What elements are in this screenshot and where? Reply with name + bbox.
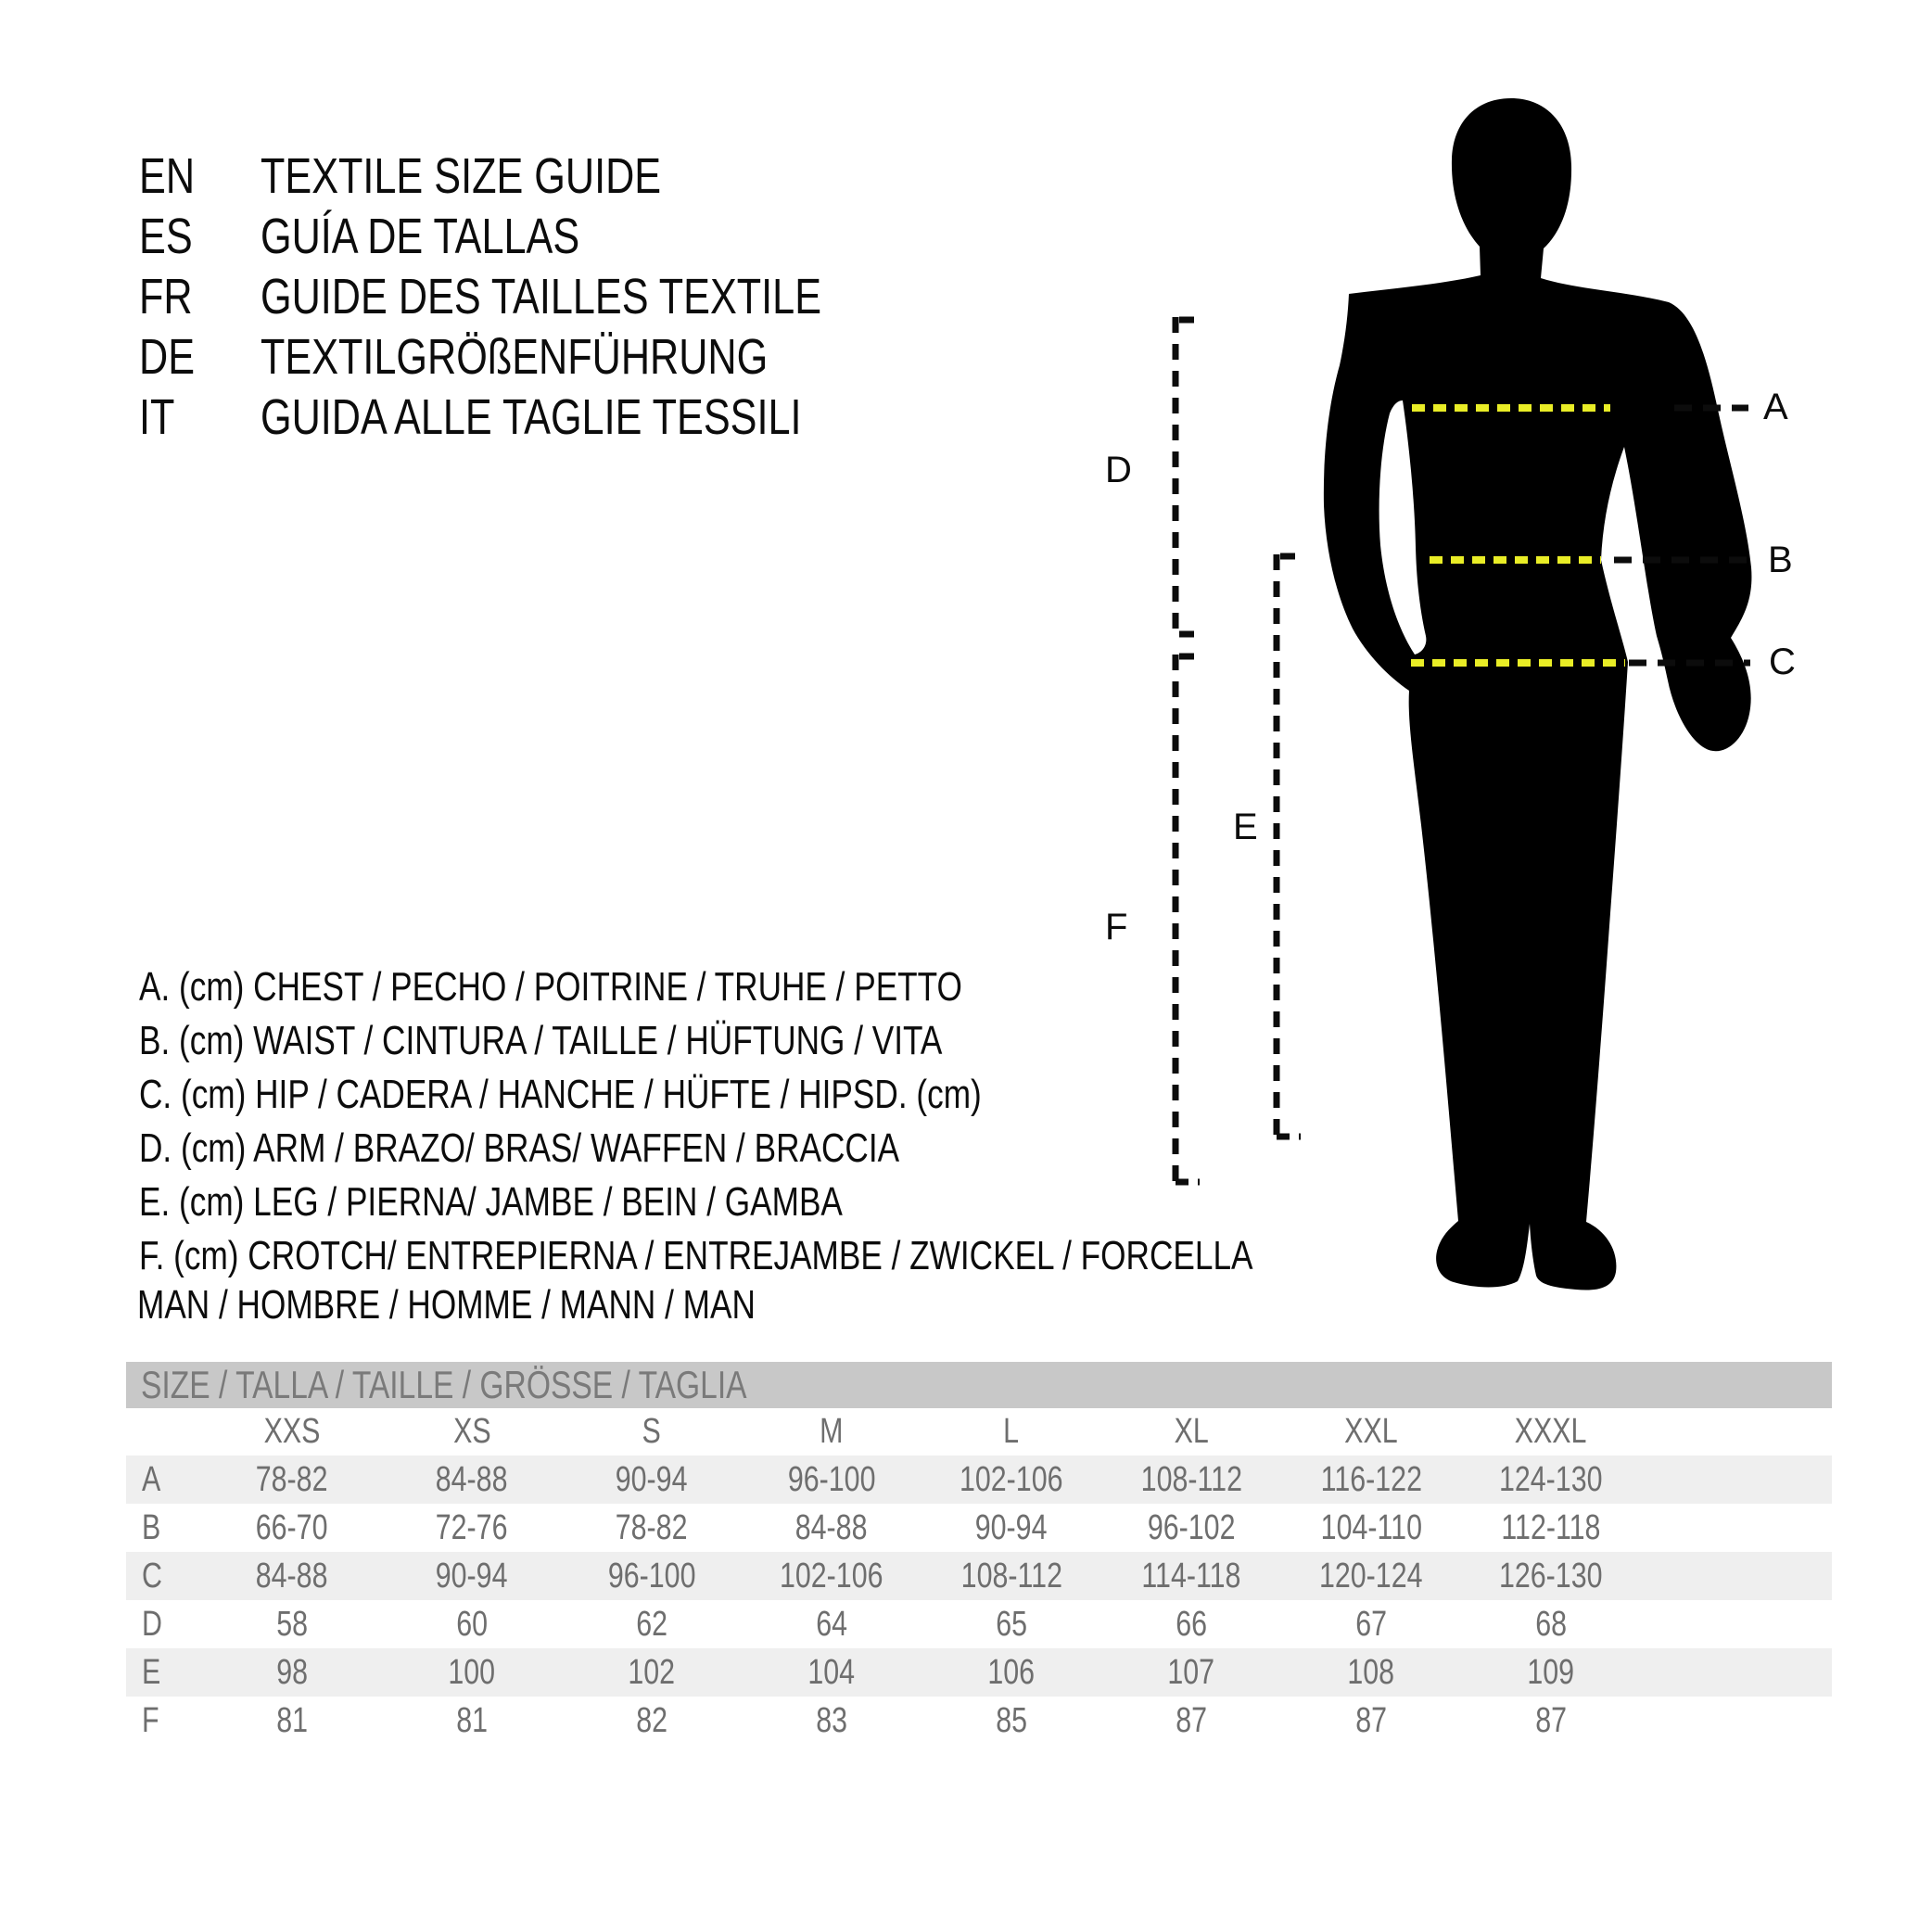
page-title-en: TEXTILE SIZE GUIDE <box>261 148 662 204</box>
cell-d-xxl: 67 <box>1355 1604 1387 1644</box>
cell-e-xl: 107 <box>1167 1652 1215 1692</box>
label-leg-e: E <box>1233 807 1258 847</box>
size-column-header-row <box>126 1408 1832 1455</box>
cell-c-l: 108-112 <box>960 1556 1062 1595</box>
label-hip-c: C <box>1769 642 1796 682</box>
col-header-xl: XL <box>1174 1412 1209 1451</box>
cell-b-xxl: 104-110 <box>1320 1507 1422 1547</box>
row-label-f: F <box>142 1700 159 1740</box>
cell-e-xxs: 98 <box>276 1652 308 1692</box>
col-header-xxxl: XXXL <box>1515 1412 1587 1451</box>
row-label-a: A <box>142 1459 161 1499</box>
cell-a-xxxl: 124-130 <box>1499 1459 1603 1499</box>
cell-b-xl: 96-102 <box>1147 1507 1236 1547</box>
cell-b-xs: 72-76 <box>436 1507 508 1547</box>
cell-e-xxxl: 109 <box>1527 1652 1575 1692</box>
cell-e-xxl: 108 <box>1347 1652 1395 1692</box>
cell-f-xs: 81 <box>456 1700 488 1740</box>
cell-f-m: 83 <box>816 1700 847 1740</box>
cell-b-xxxl: 112-118 <box>1501 1507 1601 1547</box>
category-line <box>137 1282 910 1328</box>
cell-f-s: 82 <box>636 1700 667 1740</box>
cell-f-xxl: 87 <box>1355 1700 1387 1740</box>
page-title-es: GUÍA DE TALLAS <box>261 209 580 264</box>
cell-b-xxs: 66-70 <box>256 1507 328 1547</box>
cell-c-xxxl: 126-130 <box>1499 1556 1603 1595</box>
size-table-header-bar <box>126 1362 1832 1408</box>
cell-c-xs: 90-94 <box>436 1556 508 1595</box>
size-table <box>126 1362 1832 1745</box>
col-header-l: L <box>1003 1412 1020 1451</box>
cell-d-xxxl: 68 <box>1535 1604 1567 1644</box>
cell-a-xl: 108-112 <box>1140 1459 1242 1499</box>
row-label-e: E <box>142 1652 161 1692</box>
page-title-de: TEXTILGRÖßENFÜHRUNG <box>261 329 769 385</box>
legend-waist: B. (cm) WAIST / CINTURA / TAILLE / HÜFTUNG / VITA <box>139 1018 943 1063</box>
language-code-en: EN <box>139 148 196 204</box>
cell-c-s: 96-100 <box>607 1556 696 1595</box>
cell-b-l: 90-94 <box>975 1507 1048 1547</box>
legend-hip: C. (cm) HIP / CADERA / HANCHE / HÜFTE / HIPSD. (cm) <box>139 1072 982 1117</box>
cell-f-xxs: 81 <box>276 1700 308 1740</box>
col-header-xs: XS <box>452 1412 491 1451</box>
cell-b-m: 84-88 <box>795 1507 868 1547</box>
cell-a-xxs: 78-82 <box>256 1459 328 1499</box>
cell-d-m: 64 <box>816 1604 847 1644</box>
legend-arm: D. (cm) ARM / BRAZO/ BRAS/ WAFFEN / BRACCIA <box>139 1125 900 1171</box>
cell-a-xs: 84-88 <box>436 1459 508 1499</box>
cell-f-l: 85 <box>996 1700 1027 1740</box>
table-row-b <box>126 1504 1832 1552</box>
cell-c-xxs: 84-88 <box>256 1556 328 1595</box>
cell-d-l: 65 <box>996 1604 1027 1644</box>
cell-a-xxl: 116-122 <box>1320 1459 1422 1499</box>
col-header-s: S <box>642 1412 662 1451</box>
measurement-legend <box>139 960 1532 1283</box>
table-row-f <box>126 1697 1832 1745</box>
cell-d-xs: 60 <box>456 1604 488 1644</box>
cell-b-s: 78-82 <box>616 1507 688 1547</box>
cell-d-xxs: 58 <box>276 1604 308 1644</box>
cell-a-s: 90-94 <box>616 1459 688 1499</box>
table-row-e <box>126 1648 1832 1697</box>
language-code-it: IT <box>139 389 175 445</box>
cell-e-m: 104 <box>807 1652 856 1692</box>
legend-chest: A. (cm) CHEST / PECHO / POITRINE / TRUHE / PETTO <box>139 964 962 1010</box>
cell-e-xs: 100 <box>448 1652 496 1692</box>
legend-leg: E. (cm) LEG / PIERNA/ JAMBE / BEIN / GAMBA <box>139 1179 843 1225</box>
cell-c-xxl: 120-124 <box>1319 1556 1423 1595</box>
cell-c-m: 102-106 <box>780 1556 883 1595</box>
page-title-it: GUIDA ALLE TAGLIE TESSILI <box>261 389 802 445</box>
col-header-xxl: XXL <box>1344 1412 1398 1451</box>
col-header-xxs: XXS <box>263 1412 321 1451</box>
language-code-de: DE <box>139 329 196 385</box>
legend-crotch: F. (cm) CROTCH/ ENTREPIERNA / ENTREJAMBE / ZWICKEL / FORCELLA <box>139 1233 1253 1278</box>
cell-a-l: 102-106 <box>960 1459 1063 1499</box>
label-crotch-f: F <box>1105 907 1128 947</box>
cell-d-s: 62 <box>636 1604 667 1644</box>
language-code-es: ES <box>139 209 193 264</box>
cell-f-xl: 87 <box>1176 1700 1207 1740</box>
label-waist-b: B <box>1768 540 1793 580</box>
row-label-d: D <box>142 1604 162 1644</box>
cell-c-xl: 114-118 <box>1141 1556 1241 1595</box>
table-row-d <box>126 1600 1832 1648</box>
cell-f-xxxl: 87 <box>1535 1700 1567 1740</box>
table-row-c <box>126 1552 1832 1600</box>
cell-d-xl: 66 <box>1176 1604 1207 1644</box>
page-title-fr: GUIDE DES TAILLES TEXTILE <box>261 269 822 324</box>
cell-e-s: 102 <box>628 1652 676 1692</box>
cell-a-m: 96-100 <box>787 1459 876 1499</box>
row-label-b: B <box>142 1507 161 1547</box>
language-code-fr: FR <box>139 269 193 324</box>
table-row-a <box>126 1455 1832 1504</box>
label-arm-d: D <box>1105 450 1132 490</box>
label-chest-a: A <box>1763 387 1788 427</box>
size-table-header-text: SIZE / TALLA / TAILLE / GRÖSSE / TAGLIA <box>141 1363 747 1406</box>
cell-e-l: 106 <box>987 1652 1036 1692</box>
col-header-m: M <box>820 1412 844 1451</box>
row-label-c: C <box>142 1556 162 1595</box>
category-line-text: MAN / HOMBRE / HOMME / MANN / MAN <box>137 1282 756 1328</box>
